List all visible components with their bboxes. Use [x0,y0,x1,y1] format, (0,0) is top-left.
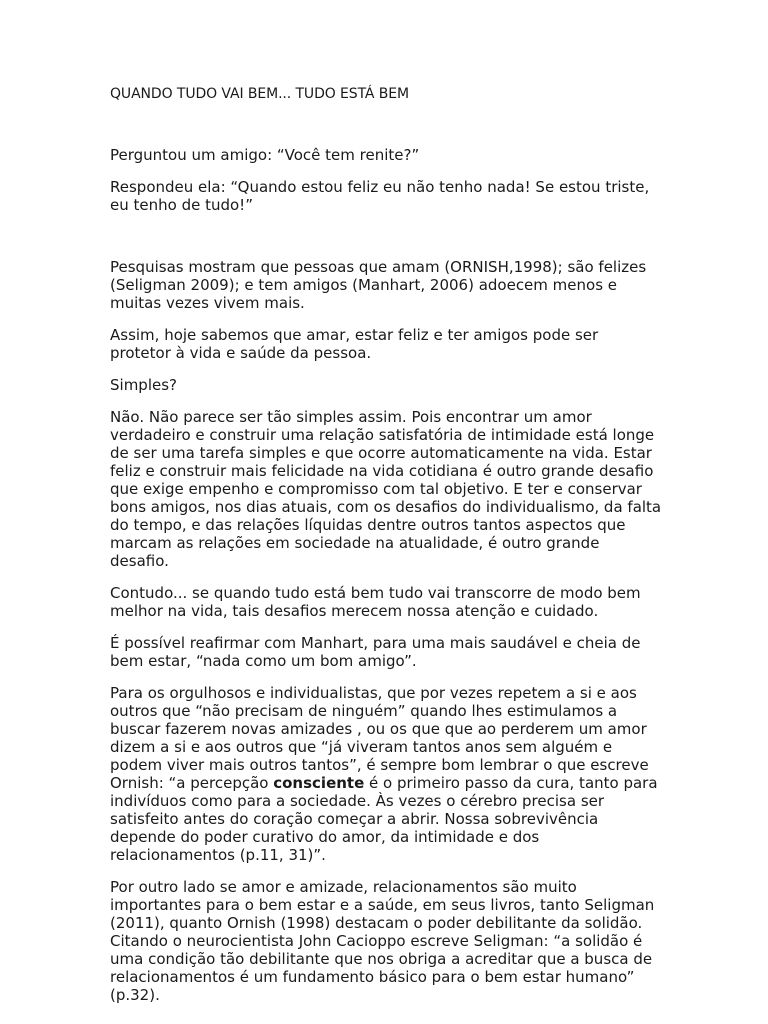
quote-text-end: é o primeiro passo da cura, tanto para indivíduos como para a sociedade. Às vezes o cérebro precisa ser satisfeito antes do coração começar a abrir. Nossa sobrevivência depende do poder curativo do amor, da intimidade e dos relacionamentos (p.11, 31)”. [110,774,658,864]
paragraph-question: Perguntou um amigo: “Você tem renite?” [110,146,420,164]
paragraph-simples: Simples? [110,376,177,394]
paragraph-manhart: É possível reafirmar com Manhart, para uma mais saudável e cheia de bem estar, “nada como um bom amigo”. [110,634,641,670]
paragraph-research: Pesquisas mostram que pessoas que amam (ORNISH,1998); são felizes (Seligman 2009); e tem amigos (Manhart, 2006) adoecem menos e muitas vezes vivem mais. [110,258,647,312]
paragraph-answer: Respondeu ela: “Quando estou feliz eu não tenho nada! Se estou triste, eu tenho de tudo!” [110,178,650,214]
paragraph-conclusion: Assim, hoje sabemos que amar, estar feliz e ter amigos pode ser protetor à vida e saúde da pessoa. [110,326,599,362]
document-title: QUANDO TUDO VAI BEM... TUDO ESTÁ BEM [110,86,409,102]
paragraph-contudo: Contudo... se quando tudo está bem tudo vai transcorre de modo bem melhor na vida, tais desafios merecem nossa atenção e cuidado. [110,584,641,620]
paragraph-ornish-quote [110,684,662,864]
bold-word: consciente [273,774,365,792]
paragraph-loneliness: Por outro lado se amor e amizade, relacionamentos são muito importantes para o bem estar e a saúde, em seus livros, tanto Seligman (2011), quanto Ornish (1998) destacam o poder debilitante da solidão. Citando o neurocientista John Cacioppo escreve Seligman: “a solidão é uma condição tão debilitante que nos obriga a acreditar que a busca de relacionamentos é um fundamento básico para o bem estar humano” (p.32). [110,878,655,1004]
document-body [110,85,662,1004]
quote-text-start: Para os orgulhosos e individualistas, que por vezes repetem a si e aos outros que “não precisam de ninguém” quando lhes estimulamos a buscar fazerem novas amizades , ou os que que ao perderem um amor dizem a si e aos outros que “já viveram tantos anos sem alguém e podem viver mais outros tantos”, é sempre bom lembrar o que escreve Ornish: “a percepção [110,684,649,792]
paragraph-challenges: Não. Não parece ser tão simples assim. Pois encontrar um amor verdadeiro e construir uma relação satisfatória de intimidade está longe de ser uma tarefa simples e que ocorre automaticamente na vida. Estar feliz e construir mais felicidade na vida cotidiana é outro grande desafio que exige empenho e compromisso com tal objetivo. E ter e conservar bons amigos, nos dias atuais, com os desafios do individualismo, da falta do tempo, e das relações líquidas dentre outros tantos aspectos que marcam as relações em sociedade na atualidade, é outro grande desafio. [110,408,662,570]
